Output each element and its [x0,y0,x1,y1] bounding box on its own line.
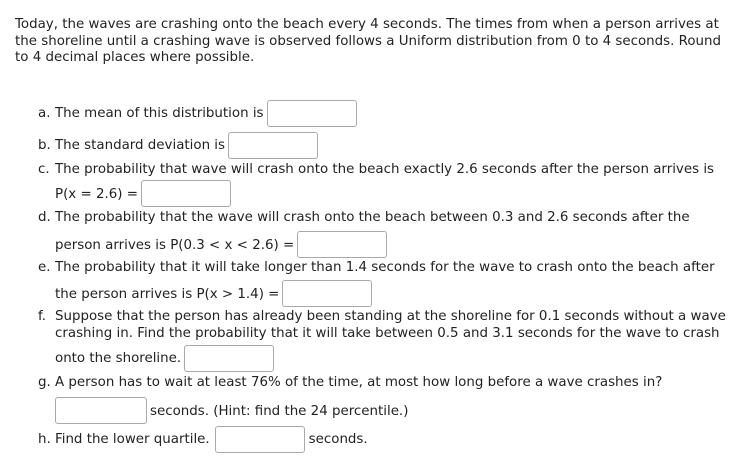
question-h-text: Find the lower quartile. [55,432,210,447]
prob-longer-answer-input[interactable] [282,280,372,307]
question-h-suffix: seconds. [308,432,368,447]
question-f-text-line2: crashing in. Find the probability that it will take between 0.5 and 3.1 seconds for the wave to crash [55,325,720,341]
question-f-text-line1: Suppose that the person has already been standing at the shoreline for 0.1 seconds without a wave [55,309,726,324]
question-g-text: A person has to wait at least 76% of the time, at most how long before a wave crashes in? [55,375,663,390]
question-f-label: f. [38,309,46,324]
question-e-label: e. [38,260,51,275]
question-g [38,375,728,426]
mean-answer-input[interactable] [267,100,357,127]
question-g-label: g. [38,375,51,390]
lower-quartile-answer-input[interactable] [215,426,305,453]
question-f [38,309,728,373]
question-e-text: The probability that it will take longer than 1.4 seconds for the wave to crash onto the beach after [55,260,715,275]
question-b-label: b. [38,138,51,153]
question-d [38,210,728,260]
question-d-label: d. [38,210,51,225]
question-b-text: The standard deviation is [55,138,226,153]
question-h [38,425,728,454]
question-c [38,162,728,209]
prob-exact-answer-input[interactable] [141,180,231,207]
question-e [38,260,728,309]
std-dev-answer-input[interactable] [228,132,318,159]
question-g-suffix: seconds. (Hint: find the 24 percentile.) [150,403,409,419]
question-b [38,131,728,160]
question-c-expression: P(x = 2.6) = [55,186,138,202]
question-f-text-line3: onto the shoreline. [55,351,182,366]
question-e-expression: the person arrives is P(x > 1.4) = [55,286,280,302]
conditional-prob-answer-input[interactable] [184,345,274,372]
question-c-label: c. [38,162,50,177]
question-c-text: The probability that wave will crash onto the beach exactly 2.6 seconds after the person arrives is [55,162,715,177]
question-d-expression: person arrives is P(0.3 < x < 2.6) = [55,237,295,253]
question-a-text: The mean of this distribution is [55,106,264,121]
question-d-text: The probability that the wave will crash onto the beach between 0.3 and 2.6 seconds after the [55,210,690,225]
question-a-label: a. [38,106,51,121]
question-h-label: h. [38,432,51,447]
wait-time-answer-input[interactable] [55,397,147,424]
problem-intro: Today, the waves are crashing onto the beach every 4 seconds. The times from when a person arrives at the shoreline until a crashing wave is observed follows a Uniform distribution from 0 to 4 seconds. Round to 4 decimal places where possible. [15,17,722,65]
question-a [38,99,728,128]
prob-between-answer-input[interactable] [297,231,387,258]
